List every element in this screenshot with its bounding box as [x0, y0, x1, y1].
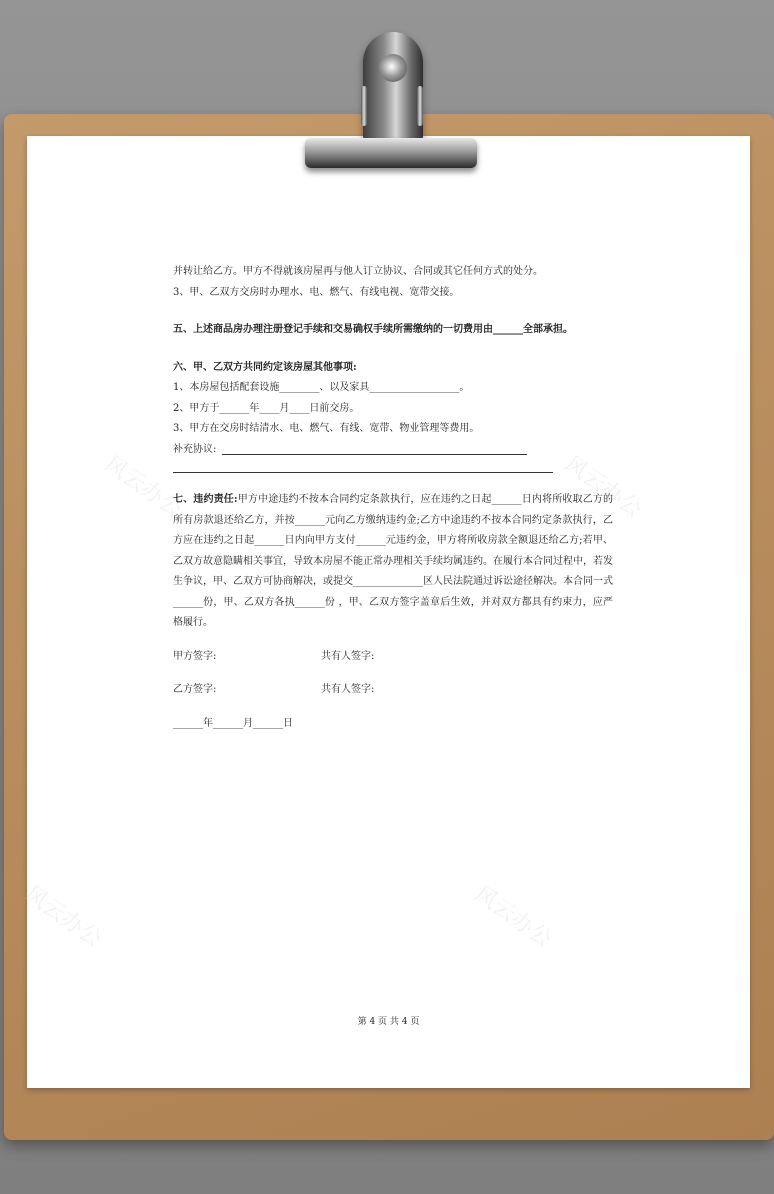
party-a-signature: 甲方签字:	[173, 650, 217, 662]
clip-hole	[379, 54, 407, 82]
clause-transfer: 并转让给乙方。甲方不得就该房屋再与他人订立协议、合同或其它任何方式的处分。	[173, 266, 543, 277]
signature-row-a	[173, 647, 613, 668]
section-6-item-3: 3、甲方在交房时结清水、电、燃气、有线、宽带、物业管理等费用。	[173, 423, 480, 434]
party-b-signature: 乙方签字:	[173, 684, 217, 695]
section-7-body: 甲方中途违约不按本合同约定条款执行，应在违约之日起______日内将所收取乙方的所有房款退还给乙方，并按______元向乙方缴纳违约金;乙方中途违约不按本合同约定条款执行，乙方应在违约之日起______日内向甲方支付______元违约金，甲方将所收房款全额退还给乙方;若甲、乙双方故意隐瞒相关事宜，导致本房屋不能正常办理相关手续均属违约。在履行本合同过程中，若发生争议，甲、乙双方可协商解决，或提交______________区人民法院通过诉讼途径解决。本合同一式______份，甲、乙双方各执______份 ，甲、乙双方签字盖章后生效，并对双方都具有约束力，应严格履行。	[173, 494, 613, 628]
watermark: 风云办公	[99, 451, 187, 523]
section-7	[173, 490, 613, 634]
co-owner-signature-2: 共有人签字:	[321, 684, 375, 695]
supplementary-line-1	[222, 442, 527, 455]
co-owner-signature-1: 共有人签字:	[321, 650, 375, 662]
clip-base	[305, 138, 477, 168]
supplementary-line-2	[173, 460, 553, 473]
section-5: 五、上述商品房办理注册登记手续和交易确权手续所需缴纳的一切费用由______全部承担。	[173, 324, 573, 335]
date-line: ______年______月______日	[173, 717, 293, 729]
supplementary-label: 补充协议:	[173, 443, 217, 455]
section-7-heading: 七、违约责任:	[173, 494, 238, 505]
binder-clip	[305, 26, 477, 178]
clip-wire-left	[361, 86, 367, 126]
clip-wire-right	[417, 86, 423, 126]
clause-handover: 3、甲、乙双方交房时办理水、电、燃气、有线电视、宽带交接。	[173, 286, 460, 298]
watermark: 风云办公	[19, 881, 107, 953]
watermark: 风云办公	[469, 881, 557, 953]
watermark: 风云办公	[559, 451, 647, 523]
supplementary-agreement	[173, 440, 613, 461]
page-number: 第 4 页 共 4 页	[357, 1017, 420, 1027]
section-6-item-1: 1、本房屋包括配套设施________、以及家具__________________。	[173, 382, 470, 393]
contract-text	[173, 262, 613, 734]
section-6-heading: 六、甲、乙双方共同约定该房屋其他事项:	[173, 361, 357, 373]
signature-row-b	[173, 680, 613, 701]
section-6-item-2: 2、甲方于______年____月____日前交房。	[173, 402, 360, 414]
clip-back-plate	[363, 32, 423, 142]
